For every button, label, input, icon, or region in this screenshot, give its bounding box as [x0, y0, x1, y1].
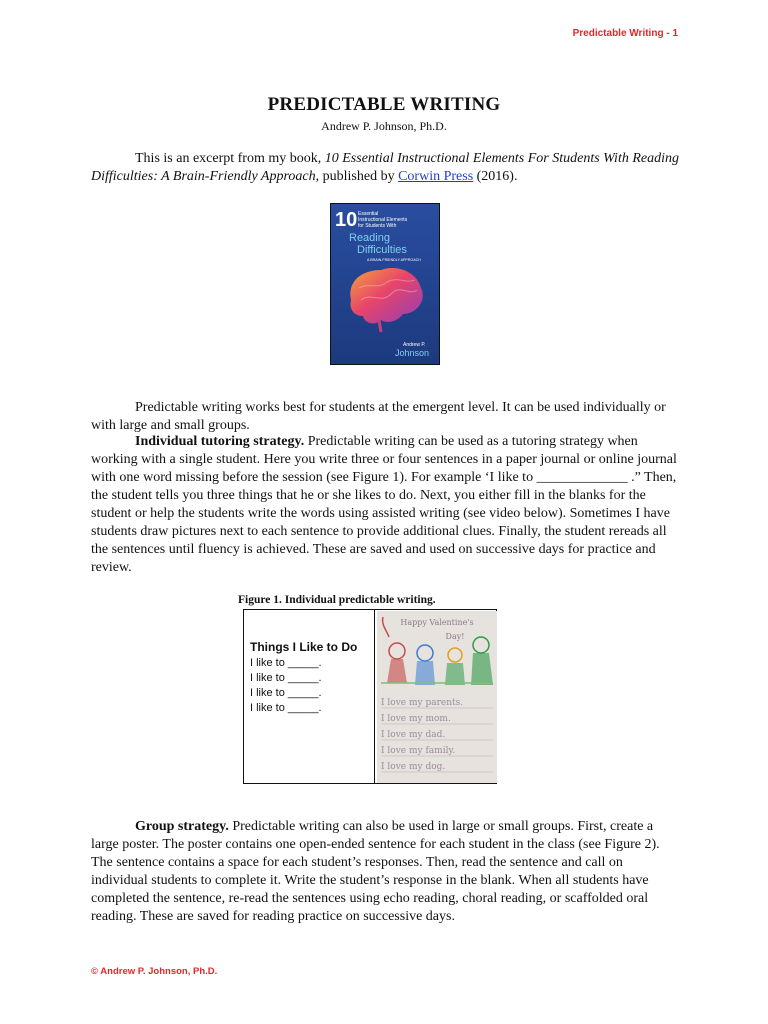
figure1-line: I like to _____. [250, 687, 322, 699]
cover-author-last: Johnson [395, 348, 430, 358]
intro-middle: , published by [315, 169, 399, 184]
drawing-heading: Happy Valentine's [400, 618, 474, 627]
cover-number: 10 [335, 209, 358, 231]
figure1-line: I like to _____. [250, 672, 322, 684]
drawing-line: I love my dog. [381, 762, 446, 772]
tutoring-body: Predictable writing can be used as a tutoring strategy when working with a single student. Here you write three or four sentences in a paper journal or online journal with one word missing before the session (see Figure 1). For example ‘I like to _____________ .” Then, the student tells you three things that he or she likes to do. Next, you either fill in the blanks for the student or help the students write the words using assisted writing (see video below). Sometimes I have students draw pictures next to each sentence to provide additional clues. Finally, the student rereads all the sentences until fluency is achieved. These are saved and used on successive days for practice and review. [91, 434, 677, 575]
book-title-italic: 10 Essential Instructional Elements For Students With Reading Difficulties: A Brain-Friendly Approach [91, 151, 679, 184]
group-body: Predictable writing can also be used in large or small groups. First, create a large poster. The poster contains one open-ended sentence for each student in the class (see Figure 2). The sentence contains a space for each student’s responses. Then, read the sentence and call on individual students to complete it. Write the student’s response in the blank. When all students have completed the sentence, re-read the sentences using echo reading, choral reading, or scaffolded oral reading. These are saved for reading practice on successive days. [91, 819, 660, 924]
drawing-line: I love my mom. [381, 714, 451, 724]
figure1-table [243, 609, 497, 784]
cover-author-first: Andrew P. [403, 342, 426, 348]
cover-line2: Instructional Elements [358, 217, 408, 223]
cover-heading-difficulties: Difficulties [357, 244, 407, 256]
drawing-line: I love my dad. [381, 730, 446, 740]
cover-heading-reading: Reading [349, 232, 390, 244]
cover-line1: Essential [358, 211, 379, 217]
intro-paragraph [91, 150, 681, 186]
paragraph-group [91, 818, 681, 926]
author-line: Andrew P. Johnson, Ph.D. [321, 119, 447, 133]
document-title: PREDICTABLE WRITING [267, 94, 501, 115]
group-heading: Group strategy. [135, 819, 229, 834]
figure1-divider [374, 610, 375, 783]
paragraph-emergent [91, 399, 681, 435]
svg-text:Day!: Day! [445, 632, 465, 641]
page-header: Predictable Writing - 1 [572, 28, 678, 39]
cover-line3: for Students With [358, 223, 397, 229]
figure1-line: I like to _____. [250, 702, 322, 714]
tutoring-heading: Individual tutoring strategy. [135, 434, 305, 449]
cover-subtitle: A BRAIN-FRIENDLY APPROACH [367, 258, 421, 262]
figure1-left-cell [250, 640, 372, 716]
publisher-link[interactable]: Corwin Press [398, 169, 474, 184]
footer-copyright: © Andrew P. Johnson, Ph.D. [91, 966, 218, 977]
intro-prefix: This is an excerpt from my book, [135, 151, 325, 166]
figure1-list-title: Things I Like to Do [250, 640, 358, 654]
figure1-student-drawing [377, 611, 497, 783]
drawing-line: I love my family. [381, 746, 456, 756]
paragraph-emergent-text: Predictable writing works best for students at the emergent level. It can be used individually or with large and small groups. [91, 400, 666, 433]
paragraph-tutoring [91, 433, 681, 577]
drawing-line: I love my parents. [381, 698, 464, 708]
figure1-line: I like to _____. [250, 657, 322, 669]
intro-suffix: (2016). [473, 169, 518, 184]
book-cover-image [330, 203, 440, 365]
figure1-caption: Figure 1. Individual predictable writing. [238, 594, 436, 606]
